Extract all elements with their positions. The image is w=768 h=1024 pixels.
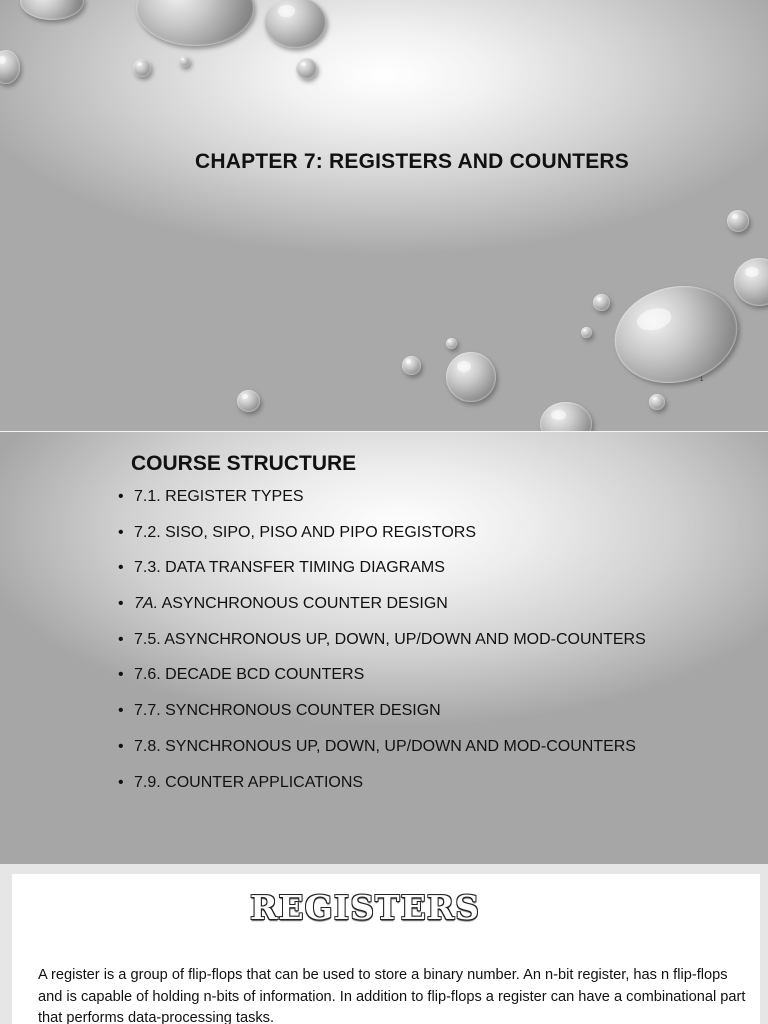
water-drop-decoration xyxy=(649,394,665,410)
bullet-icon: • xyxy=(118,666,124,684)
slide-title: CHAPTER 7: REGISTERS AND COUNTERS xyxy=(194,150,630,173)
water-drop-decoration xyxy=(593,294,610,311)
water-drop-decoration xyxy=(179,56,190,67)
registers-page xyxy=(12,874,760,1024)
course-structure-title: COURSE STRUCTURE xyxy=(131,452,357,475)
course-structure-slide xyxy=(0,432,768,864)
list-item: • 7.5. ASYNCHRONOUS UP, DOWN, UP/DOWN AND MOD-COUNTERS xyxy=(118,630,646,648)
water-drop-decoration xyxy=(296,58,317,79)
list-item: • 7A. ASYNCHRONOUS COUNTER DESIGN xyxy=(118,595,448,613)
list-item: • 7.9. COUNTER APPLICATIONS xyxy=(118,773,364,791)
registers-description: A register is a group of flip-flops that can be used to store a binary number. An n-bit register, has n flip-flops and is capable of holding n-bits of information. In addition to flip-flops a register can have a combinational part that performs data-processing tasks. xyxy=(38,967,746,1024)
water-drop-decoration xyxy=(136,0,254,46)
bullet-icon: • xyxy=(118,523,124,541)
registers-slide xyxy=(0,864,768,1024)
slide-number: 1 xyxy=(700,377,704,383)
water-drop-decoration xyxy=(581,327,592,338)
bullet-icon: • xyxy=(118,737,124,755)
bullet-icon: • xyxy=(118,559,124,577)
list-item: • 7.2. SISO, SIPO, PISO AND PIPO REGISTORS xyxy=(118,523,477,541)
bullet-icon: • xyxy=(118,773,124,791)
list-item: • 7.1. REGISTER TYPES xyxy=(118,488,304,505)
list-item: • 7.3. DATA TRANSFER TIMING DIAGRAMS xyxy=(118,559,445,577)
water-drop-decoration xyxy=(264,0,326,48)
title-slide xyxy=(0,0,768,432)
water-drop-decoration xyxy=(734,258,768,306)
water-drop-decoration xyxy=(540,402,592,432)
water-drop-decoration xyxy=(604,273,747,395)
bullet-icon: • xyxy=(118,630,124,648)
water-drop-decoration xyxy=(727,210,749,232)
water-drop-decoration xyxy=(0,50,20,84)
bullet-icon: • xyxy=(118,595,124,613)
bullet-icon: • xyxy=(118,488,124,505)
list-item: • 7.8. SYNCHRONOUS UP, DOWN, UP/DOWN AND MOD-COUNTERS xyxy=(118,737,636,755)
list-item: • 7.7. SYNCHRONOUS COUNTER DESIGN xyxy=(118,702,441,720)
water-drop-decoration xyxy=(446,352,496,402)
list-item: • 7.6. DECADE BCD COUNTERS xyxy=(118,666,365,684)
course-structure-list xyxy=(118,488,646,809)
bullet-icon: • xyxy=(118,702,124,720)
water-drop-decoration xyxy=(446,338,457,349)
water-drop-decoration xyxy=(133,59,151,77)
water-drop-decoration xyxy=(402,356,421,375)
water-drop-decoration xyxy=(20,0,84,20)
registers-title: REGISTERS xyxy=(250,888,480,927)
water-drop-decoration xyxy=(237,390,260,412)
